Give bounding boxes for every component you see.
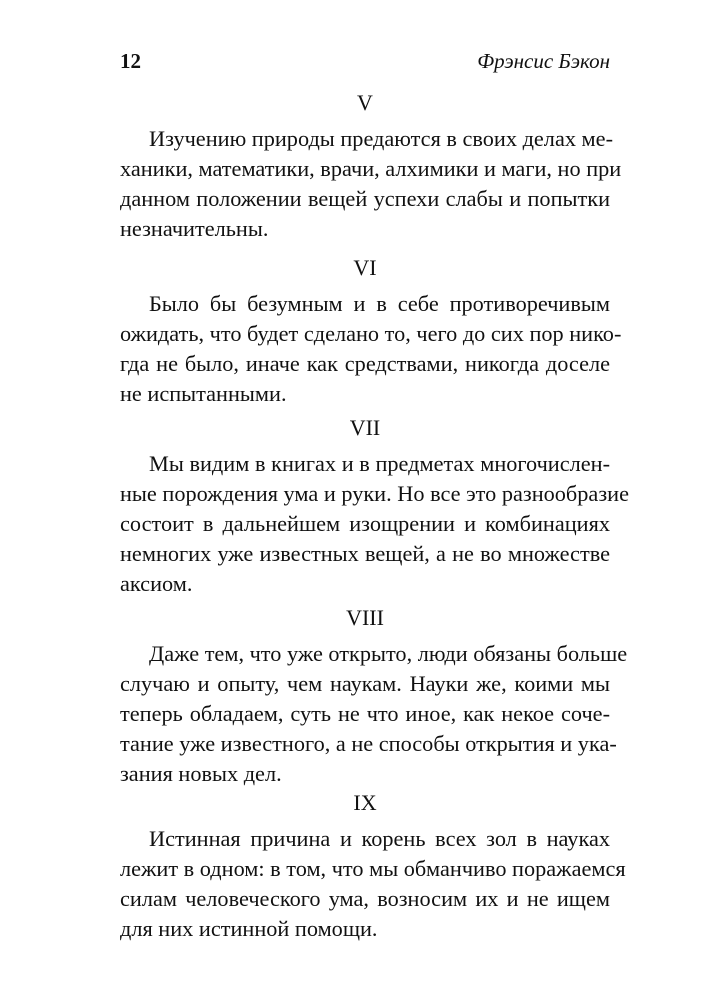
text-line: ные порождения ума и руки. Но все это разнообразие	[120, 481, 629, 506]
section-paragraph	[120, 449, 629, 599]
section-v	[120, 88, 622, 244]
text-line: тание уже известного, а не способы открытия и ука-	[120, 731, 617, 756]
text-line: Мы видим в книгах и в предметах многочислен-	[149, 451, 610, 476]
text-line: не испытанными.	[120, 381, 287, 406]
text-line: для них истинной помощи.	[120, 916, 378, 941]
section-heading: VI	[353, 255, 377, 280]
section-paragraph	[120, 289, 622, 409]
text-line: ханики, математики, врачи, алхимики и маги, но при	[120, 156, 622, 181]
text-line: случаю и опыту, чем наукам. Науки же, коими мы	[120, 671, 610, 696]
section-paragraph	[120, 639, 628, 789]
text-line: немногих уже известных вещей, а не во множестве	[120, 541, 610, 566]
running-head	[120, 49, 610, 79]
text-line: состоит в дальнейшем изощрении и комбинациях	[120, 511, 610, 536]
text-line: силам человеческого ума, возносим их и не ищем	[120, 886, 610, 911]
text-line: Истинная причина и корень всех зол в науках	[149, 826, 610, 851]
section-vi	[120, 253, 622, 409]
section-heading: IX	[353, 790, 377, 815]
page-number: 12	[120, 49, 141, 73]
text-line: Даже тем, что уже открыто, люди обязаны больше	[149, 641, 628, 666]
section-viii	[120, 603, 628, 789]
section-heading: V	[357, 90, 373, 115]
text-line: Было бы безумным и в себе противоречивым	[149, 291, 610, 316]
section-vii	[120, 413, 629, 599]
section-ix	[120, 788, 626, 944]
text-line: теперь обладаем, суть не что иное, как некое соче-	[120, 701, 610, 726]
text-line: ожидать, что будет сделано то, чего до сих пор нико-	[120, 321, 622, 346]
text-line: зания новых дел.	[120, 761, 282, 786]
section-heading: VIII	[346, 605, 384, 630]
running-title: Фрэнсис Бэкон	[477, 49, 610, 73]
section-heading: VII	[349, 415, 381, 440]
text-line: незначительны.	[120, 216, 269, 241]
text-line: лежит в одном: в том, что мы обманчиво поражаемся	[120, 856, 626, 881]
text-line: аксиом.	[120, 571, 193, 596]
text-line: гда не было, иначе как средствами, никогда доселе	[120, 351, 610, 376]
text-line: Изучению природы предаются в своих делах ме-	[149, 126, 613, 151]
section-paragraph	[120, 124, 622, 244]
text-line: данном положении вещей успехи слабы и попытки	[120, 186, 610, 211]
section-paragraph	[120, 824, 626, 944]
